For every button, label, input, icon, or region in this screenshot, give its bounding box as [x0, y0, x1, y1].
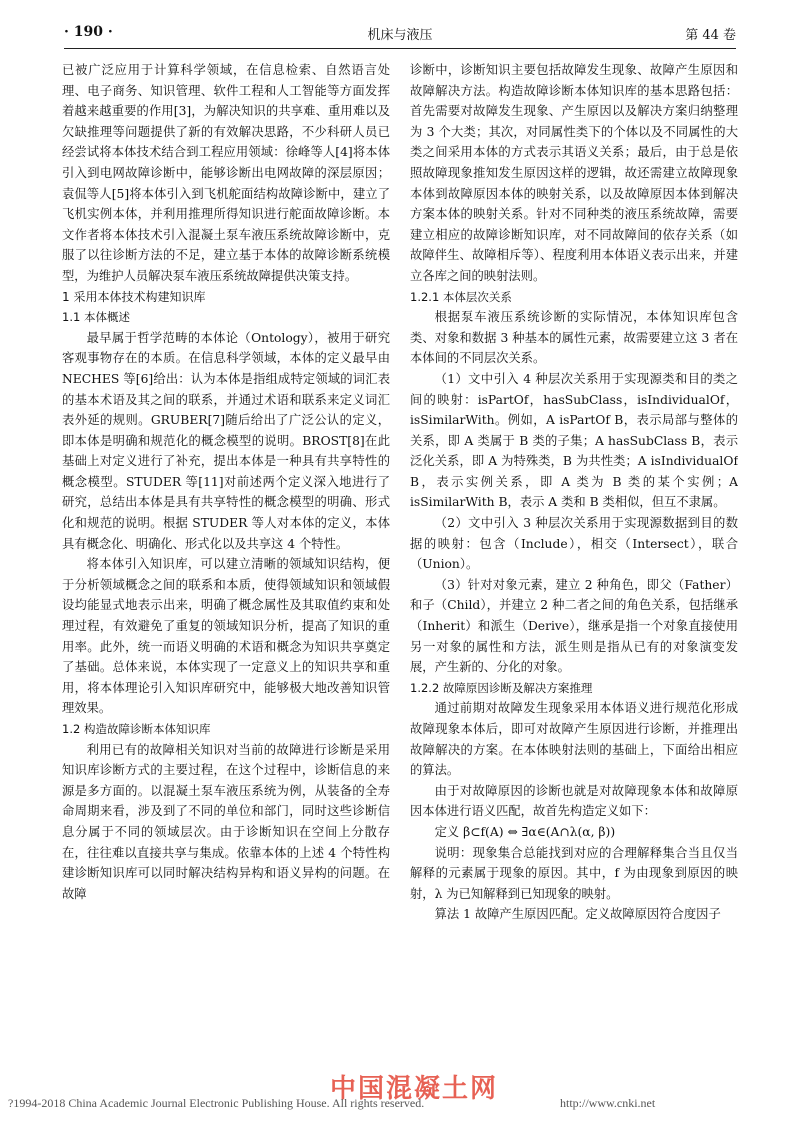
subsection-heading: 1.2.1 本体层次关系 [410, 289, 512, 304]
section-heading: 1 采用本体技术构建知识库 [62, 289, 206, 304]
header-rule [64, 48, 736, 49]
watermark-logo: 中国混凝土网 [330, 1074, 499, 1104]
paragraph: 说明：现象集合总能找到对应的合理解释集合当且仅当解释的元素属于现象的原因。其中，f 为由现象到原因的映射，λ 为已知解释到已知现象的映射。 [410, 845, 738, 901]
paragraph: 通过前期对故障发生现象采用本体语义进行规范化形成故障现象本体后，即可对故障产生原因进行诊断，并推理出故障解决的方案。在本体映射法则的基础上，下面给出相应的算法。 [410, 701, 738, 778]
page-number: · 190 · [64, 24, 113, 40]
subsection-heading: 1.1 本体概述 [62, 310, 130, 325]
copyright-line: ?1994-2018 China Academic Journal Electronic Publishing House. All rights reserved. [8, 1096, 425, 1110]
paragraph: 根据泵车液压系统诊断的实际情况，本体知识库包含类、对象和数据 3 种基本的属性元素，故需要建立这 3 者在本体间的不同层次关系。 [410, 310, 738, 366]
paragraph: 定义 β⊂f(A) ⇔ ∃α∈(A∩λ(α, β)) [434, 824, 616, 839]
subsection-heading: 1.2 构造故障诊断本体知识库 [62, 722, 211, 736]
paragraph: 由于对故障原因的诊断也就是对故障现象本体和故障原因本体进行语义匹配，故首先构造定义如下： [410, 783, 738, 819]
paragraph: （3）针对对象元素，建立 2 种角色，即父（Father）和子（Child），并建立 2 种二者之间的角色关系，包括继承（Inherit）和派生（Derive），继承是指一个对象直接使用另一对象的属性和方法，派生则是指从已有的对象演变发展，产生新的、分化的对象。 [410, 577, 738, 675]
paragraph: 已被广泛应用于计算科学领域，在信息检索、自然语言处理、电子商务、知识管理、软件工程和人工智能等方面发挥着越来越重要的作用[3]，为解决知识的共享难、重用难以及欠缺推理等问题提供了新的有效解决思路，不少科研人员已经尝试将本体技术结合到工程应用领域：徐峰等人[4]将本体引入到电网故障诊断中，能够诊断出电网故障的深层原因；袁侃等人[5]将本体引入到飞机舵面结构故障诊断中，建立了飞机实例本体，并利用推理所得知识进行舵面故障诊断。本文作者将本体技术引入混凝土泵车液压系统故障诊断中，克服了以往诊断方法的不足，建立基于本体的故障诊断系统模型，为维护人员解决泵车液压系统故障提供决策支持。 [62, 63, 390, 283]
right-column [410, 60, 738, 1070]
paragraph: （2）文中引入 3 种层次关系用于实现源数据到目的数据的映射：包含（Include），相交（Intersect），联合（Union）。 [410, 516, 738, 572]
paragraph: 算法 1 故障产生原因匹配。定义故障原因符合度因子 [434, 907, 721, 922]
paragraph: 利用已有的故障相关知识对当前的故障进行诊断是采用知识库诊断方式的主要过程，在这个过程中，诊断信息的来源是多方面的。以混凝土泵车液压系统为例，从装备的全寿命周期来看，涉及到了不同的单位和部门，同时这些诊断信息分属于不同的领域层次。由于诊断知识在空间上分散存在，往往难以直接共享与集成。依靠本体的上述 4 个特性构建诊断知识库可以同时解决结构异构和语义异构的问题。在故障 [62, 742, 390, 901]
website-link[interactable]: http://www.cnki.net [560, 1096, 656, 1110]
paragraph: 最早属于哲学范畴的本体论（Ontology），被用于研究客观事物存在的本质。在信息科学领域，本体的定义最早由 NECHES 等[6]给出：认为本体是指组成特定领域的词汇表的基本术语及其之间的联系，并通过术语和联系来定义词汇表外延的规则。GRUBER[7]随后给出了广泛公认的定义，即本体是明确和规范化的概念模型的说明。BROST[8]在此基础上对定义进行了补充，提出本体是一种具有共享特性的概念模型。STUDER 等[11]对前述两个定义深入地进行了研究，总结出本体是具有共享特性的概念模型的明确、形式化和规范的说明。根据 STUDER 等人对本体的定义，本体具有概念化、明确化、形式化以及共享这 4 个特性。 [62, 330, 390, 551]
volume-label: 第 44 卷 [685, 28, 736, 43]
journal-title: 机床与液压 [367, 28, 433, 43]
paragraph: 诊断中，诊断知识主要包括故障发生现象、故障产生原因和故障解决方法。构造故障诊断本体知识库的基本思路包括：首先需要对故障发生现象、产生原因以及解决方案归纳整理为 3 个大类；其次，对同属性类下的个体以及不同属性的大类之间采用本体的方式表示其语义关系；最后，由于总是依照故障现象推知发生原因这样的逻辑，故还需建立故障现象本体到故障原因本体的映射关系，以及故障原因本体到解决方案本体的映射关系。针对不同种类的液压系统故障，需要建立相应的故障诊断知识库，对不同故障间的依存关系（如故障伴生、故障相斥等）、程度利用本体语义表示出来，并建立各库之间的映射法则。 [410, 63, 738, 283]
page-header [64, 14, 736, 50]
left-column [62, 60, 390, 1070]
subsection-heading: 1.2.2 故障原因诊断及解决方案推理 [410, 680, 593, 695]
paragraph: （1）文中引入 4 种层次关系用于实现源类和目的类之间的映射：isPartOf，hasSubClass，isIndividualOf，isSimilarWith。例如，A isPartOf B，表示局部与整体的关系，即 A 类属于 B 类的子集；A hasSubClass B，表示泛化关系，即 A 为特殊类，B 为共性类；A isIndividualOf B，表示实例关系，即 A 类为 B 类的某个实例；A isSimilarWith B，表示 A 类和 B 类相似，但互不隶属。 [410, 371, 738, 510]
paragraph: 将本体引入知识库，可以建立清晰的领域知识结构，便于分析领域概念之间的联系和本质，使得领域知识和领域假设均能显式地表示出来，明确了概念属性及其取值约束和处理过程，有效避免了重复的领域知识分析，提高了知识的重用率。此外，统一而语义明确的术语和概念为知识共享奠定了基础。总体来说，本体实现了一定意义上的知识共享和重用，将本体理论引入知识库研究中，能够极大地改善知识管理效果。 [62, 557, 390, 716]
